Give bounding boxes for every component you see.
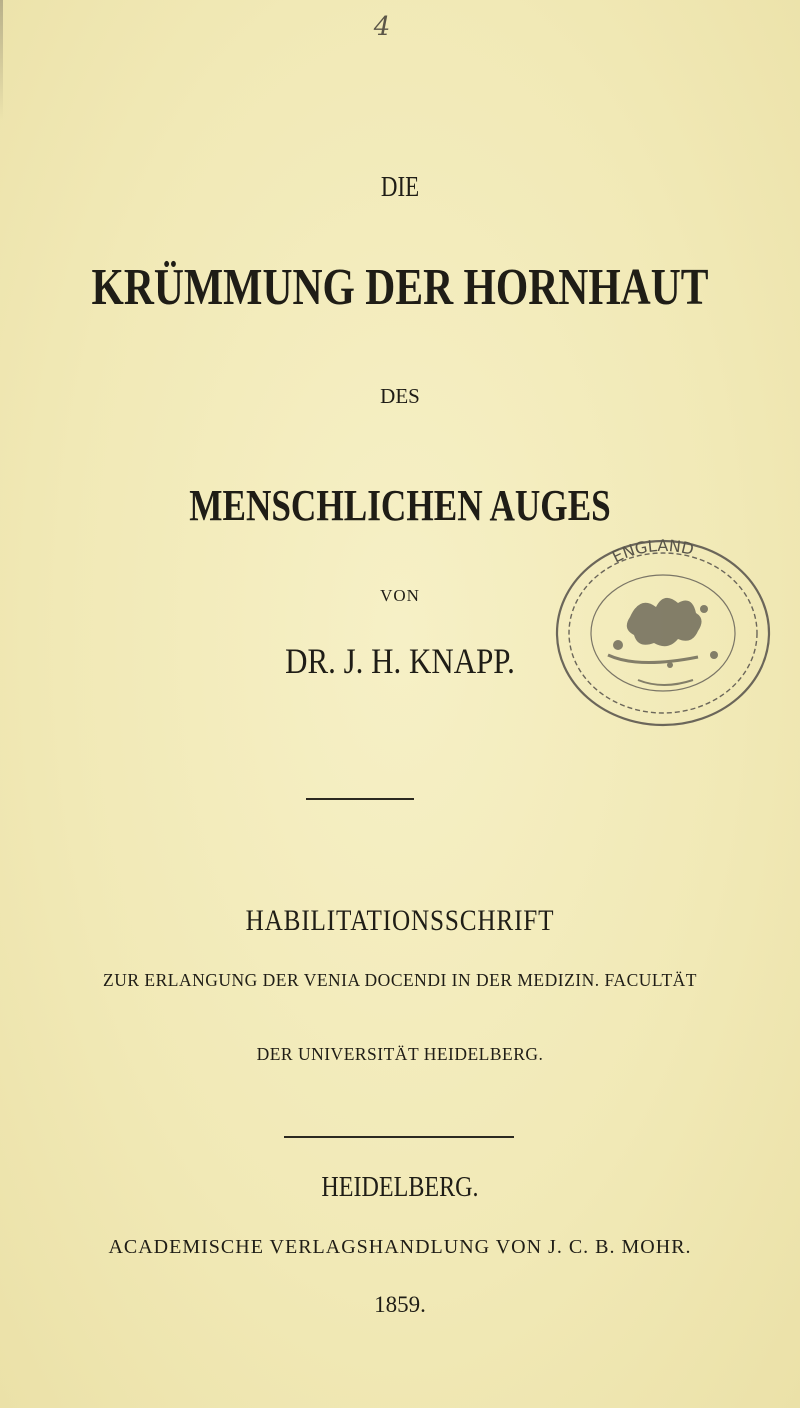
purpose-line: ZUR ERLANGUNG DER VENIA DOCENDI IN DER MEDIZIN. FACULTÄT — [103, 970, 697, 990]
title-connector: DES — [380, 384, 420, 408]
divider-rule-top — [306, 798, 414, 800]
main-title: KRÜMMUNG DER HORNHAUT — [91, 259, 709, 316]
byline-label: VON — [380, 586, 420, 605]
divider-rule-bottom — [284, 1136, 514, 1138]
seal-lettering: ENGLAND — [608, 535, 696, 567]
library-seal-icon — [538, 505, 788, 735]
institution-line: DER UNIVERSITÄT HEIDELBERG. — [256, 1044, 544, 1064]
imprint-year: 1859. — [374, 1292, 426, 1317]
imprint-publisher: ACADEMISCHE VERLAGSHANDLUNG VON J. C. B. MOHR. — [108, 1236, 692, 1258]
title-article: DIE — [380, 172, 420, 203]
author-name: DR. J. H. KNAPP. — [285, 641, 515, 681]
imprint-place: HEIDELBERG. — [321, 1172, 479, 1203]
document-type: HABILITATIONSSCHRIFT — [245, 904, 555, 937]
subtitle: MENSCHLICHEN AUGES — [189, 481, 611, 530]
handwritten-margin-mark: 4 — [373, 12, 391, 42]
